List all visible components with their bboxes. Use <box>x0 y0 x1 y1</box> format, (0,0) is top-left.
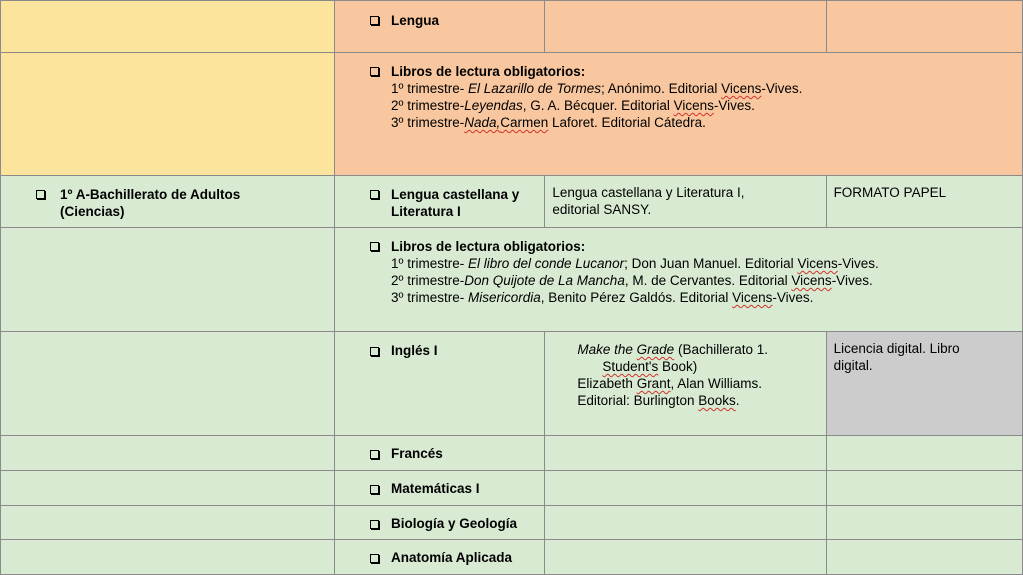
reading-list-cell <box>335 53 1023 176</box>
format-line2: digital. <box>833 358 873 373</box>
reading-term-3: 3º trimestre- Misericordia, Benito Pérez Galdós. Editorial Vicens-Vives. <box>391 290 814 305</box>
subject-cell-frances <box>335 436 545 471</box>
subject-cell-ingles <box>335 332 545 436</box>
book-cell <box>545 540 826 575</box>
course-cell <box>1 176 335 228</box>
format-label: FORMATO PAPEL <box>833 185 947 200</box>
format-cell <box>826 471 1022 506</box>
book-cell <box>545 506 826 540</box>
course-cell-empty <box>1 506 335 540</box>
subject-cell-anatomia <box>335 540 545 575</box>
row-matematicas <box>1 471 1023 506</box>
reading-term-2: 2º trimestre-Don Quijote de La Mancha, M. de Cervantes. Editorial Vicens-Vives. <box>391 273 873 288</box>
row-ingles <box>1 332 1023 436</box>
reading-term-1: 1º trimestre- El Lazarillo de Tormes; Anónimo. Editorial Vicens-Vives. <box>391 81 803 96</box>
subject-label: Anatomía Aplicada <box>391 550 513 565</box>
course-cell-empty <box>1 332 335 436</box>
subject-label: Matemáticas I <box>391 481 480 496</box>
reading-heading: Libros de lectura obligatorios: <box>391 64 586 79</box>
reading-list-cell <box>335 228 1023 332</box>
row-biologia <box>1 506 1023 540</box>
row-frances <box>1 436 1023 471</box>
subject-cell-lengua-castellana <box>335 176 545 228</box>
course-cell-empty <box>1 436 335 471</box>
format-cell <box>826 540 1022 575</box>
book-cell <box>545 176 826 228</box>
book-line1: Lengua castellana y Literatura I, <box>552 185 745 200</box>
book-cell <box>545 1 826 53</box>
subject-label: Lengua <box>391 13 440 28</box>
course-cell-empty <box>1 540 335 575</box>
checkbox-icon[interactable] <box>370 67 379 76</box>
subject-label-line2: Literatura I <box>391 204 461 219</box>
checkbox-icon[interactable] <box>370 520 379 529</box>
course-subtitle: (Ciencias) <box>60 204 125 219</box>
reading-heading: Libros de lectura obligatorios: <box>391 239 586 254</box>
checkbox-icon[interactable] <box>370 554 379 563</box>
checkbox-icon[interactable] <box>370 450 379 459</box>
book-title-cont: Student's Book) <box>602 359 698 374</box>
row-lecturas-2 <box>1 228 1023 332</box>
subject-cell-biologia <box>335 506 545 540</box>
subject-label: Biología y Geología <box>391 516 518 531</box>
row-bachillerato <box>1 176 1023 228</box>
reading-term-3: 3º trimestre-Nada,Carmen Laforet. Editorial Cátedra. <box>391 115 706 130</box>
row-anatomia <box>1 540 1023 575</box>
format-cell <box>826 332 1022 436</box>
format-cell <box>826 436 1022 471</box>
row-lengua <box>1 1 1023 53</box>
checkbox-icon[interactable] <box>36 190 45 199</box>
book-publisher: Editorial: Burlington Books. <box>577 393 740 408</box>
course-cell-empty <box>1 53 335 176</box>
checkbox-icon[interactable] <box>370 16 379 25</box>
course-cell-empty <box>1 228 335 332</box>
checkbox-icon[interactable] <box>370 242 379 251</box>
row-lecturas-1 <box>1 53 1023 176</box>
book-cell <box>545 471 826 506</box>
book-title: Make the Grade (Bachillerato 1. <box>577 342 768 357</box>
subject-label: Francés <box>391 446 443 461</box>
checkbox-icon[interactable] <box>370 347 379 356</box>
subject-label-line1: Lengua castellana y <box>391 187 520 202</box>
book-cell <box>545 436 826 471</box>
subject-cell-matematicas <box>335 471 545 506</box>
course-title: 1º A-Bachillerato de Adultos <box>60 187 241 202</box>
format-line1: Licencia digital. Libro <box>833 341 960 356</box>
checkbox-icon[interactable] <box>370 485 379 494</box>
reading-term-1: 1º trimestre- El libro del conde Lucanor; Don Juan Manuel. Editorial Vicens-Vives. <box>391 256 879 271</box>
format-cell <box>826 506 1022 540</box>
course-cell-empty <box>1 1 335 53</box>
format-cell <box>826 1 1022 53</box>
book-cell <box>545 332 826 436</box>
subject-label: Inglés I <box>391 343 438 358</box>
reading-term-2: 2º trimestre-Leyendas, G. A. Bécquer. Editorial Vicens-Vives. <box>391 98 755 113</box>
subject-cell-lengua <box>335 1 545 53</box>
course-cell-empty <box>1 471 335 506</box>
book-line2: editorial SANSY. <box>552 202 652 217</box>
book-authors: Elizabeth Grant, Alan Williams. <box>577 376 762 391</box>
checkbox-icon[interactable] <box>370 190 379 199</box>
format-cell <box>826 176 1022 228</box>
